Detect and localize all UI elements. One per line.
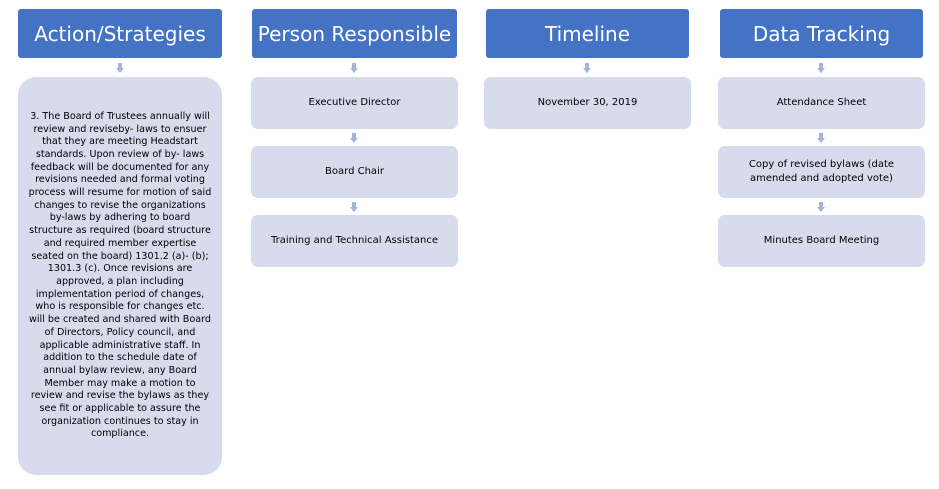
down-arrow-icon <box>350 63 358 73</box>
down-arrow-icon <box>350 202 358 212</box>
down-arrow-icon <box>350 133 358 143</box>
tracking-box-revised-bylaws: Copy of revised bylaws (date amended and adopted vote) <box>718 146 925 198</box>
header-person-responsible: Person Responsible <box>252 9 457 58</box>
down-arrow-icon <box>817 202 825 212</box>
person-box-training: Training and Technical Assistance <box>251 215 458 267</box>
header-data-tracking: Data Tracking <box>720 9 923 58</box>
down-arrow-icon <box>116 63 124 73</box>
tracking-box-minutes: Minutes Board Meeting <box>718 215 925 267</box>
timeline-box: November 30, 2019 <box>484 77 691 129</box>
tracking-box-attendance: Attendance Sheet <box>718 77 925 129</box>
person-box-board-chair: Board Chair <box>251 146 458 198</box>
down-arrow-icon <box>817 63 825 73</box>
person-box-executive-director: Executive Director <box>251 77 458 129</box>
header-timeline: Timeline <box>486 9 689 58</box>
down-arrow-icon <box>817 133 825 143</box>
header-action-strategies: Action/Strategies <box>18 9 222 58</box>
action-strategy-box: 3. The Board of Trustees annually will review and reviseby- laws to ensuer that they are meeting Headstart standards. Upon review of by- laws feedback will be documented for any revisions needed and formal voting process will resume for motion of said changes to revise the organizations by-laws by adhering to board structure as required (board structure and required member expertise seated on the board) 1301.2 (a)- (b); 1301.3 (c). Once revisions are approved, a plan including implementation period of changes, who is responsible for changes etc. will be created and shared with Board of Directors, Policy council, and applicable administrative staff. In addition to the schedule date of annual bylaw review, any Board Member may make a motion to review and revise the bylaws as they see fit or applicable to assure the organization continues to stay in compliance. <box>18 77 222 475</box>
down-arrow-icon <box>583 63 591 73</box>
